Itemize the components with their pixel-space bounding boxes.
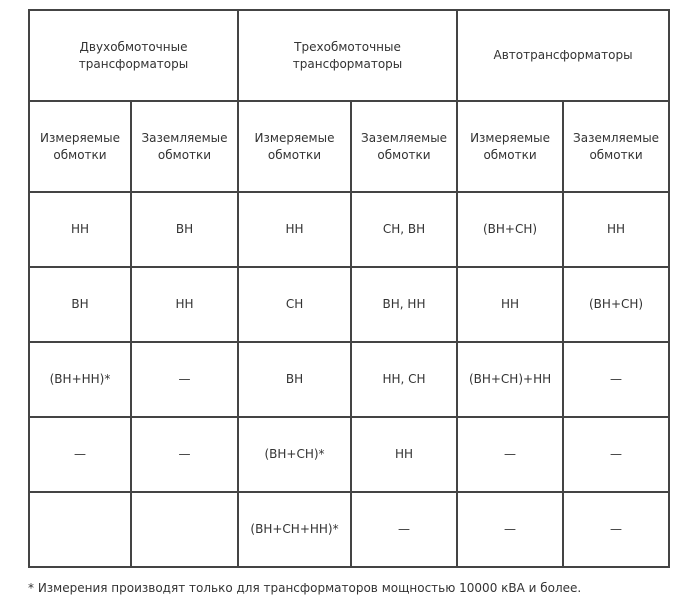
group-header-autotransformers (457, 10, 669, 101)
table-cell: — (351, 492, 457, 567)
table-cell: — (457, 417, 563, 492)
table-cell: ВН (238, 342, 351, 417)
table-cell: СН (238, 267, 351, 342)
table-row (29, 267, 669, 342)
subheader-grounded (563, 101, 669, 192)
table-cell: НН (29, 192, 131, 267)
table-row (29, 417, 669, 492)
table-cell: НН (457, 267, 563, 342)
table-cell: СН, ВН (351, 192, 457, 267)
subheader-line: обмотки (53, 147, 107, 162)
group-header-three-winding (238, 10, 457, 101)
table-cell: (ВН+СН) (457, 192, 563, 267)
subheader-line: обмотки (483, 147, 537, 162)
table-cell: НН (238, 192, 351, 267)
table-cell: (ВН+СН+НН)* (238, 492, 351, 567)
subheader-line: Измеряемые (470, 130, 550, 145)
table-cell: НН (351, 417, 457, 492)
group-header-two-winding (29, 10, 238, 101)
subheader-line: Измеряемые (40, 130, 120, 145)
subheader-measured (457, 101, 563, 192)
table-cell: ВН (29, 267, 131, 342)
footnote: * Измерения производят только для трансформаторов мощностью 10000 кВА и более. (28, 581, 582, 595)
table-cell: — (131, 417, 238, 492)
subheader-line: обмотки (589, 147, 643, 162)
table-cell: (ВН+СН) (563, 267, 669, 342)
table-row (29, 342, 669, 417)
table-cell (29, 492, 131, 567)
group-header-line: трансформаторы (292, 56, 403, 71)
table-row (29, 492, 669, 567)
subheader-grounded (351, 101, 457, 192)
table-cell: — (563, 342, 669, 417)
subheader-line: Заземляемые (141, 130, 228, 145)
group-header-line: Автотрансформаторы (493, 48, 633, 62)
table-cell: НН, СН (351, 342, 457, 417)
group-header-line: Трехобмоточные (294, 39, 401, 54)
table-cell: НН (563, 192, 669, 267)
table-cell: — (563, 492, 669, 567)
table-row (29, 192, 669, 267)
subheader-row (29, 101, 669, 192)
group-header-line: трансформаторы (78, 56, 189, 71)
table-cell: — (563, 417, 669, 492)
subheader-line: обмотки (157, 147, 212, 162)
transformer-windings-table (28, 9, 670, 568)
table-cell: (ВН+НН)* (29, 342, 131, 417)
subheader-line: Заземляемые (361, 130, 448, 145)
subheader-line: Заземляемые (573, 130, 660, 145)
group-header-line: Двухобмоточные (79, 39, 188, 54)
subheader-line: обмотки (267, 147, 322, 162)
subheader-grounded (131, 101, 238, 192)
subheader-measured (29, 101, 131, 192)
table-cell: ВН (131, 192, 238, 267)
table-cell: (ВН+СН)+НН (457, 342, 563, 417)
table-cell: НН (131, 267, 238, 342)
subheader-line: Измеряемые (254, 130, 335, 145)
subheader-measured (238, 101, 351, 192)
table-cell: — (29, 417, 131, 492)
table-cell: (ВН+СН)* (238, 417, 351, 492)
group-header-row (29, 10, 669, 101)
table-cell (131, 492, 238, 567)
table-cell: — (131, 342, 238, 417)
subheader-line: обмотки (377, 147, 431, 162)
table-cell: — (457, 492, 563, 567)
table-cell: ВН, НН (351, 267, 457, 342)
